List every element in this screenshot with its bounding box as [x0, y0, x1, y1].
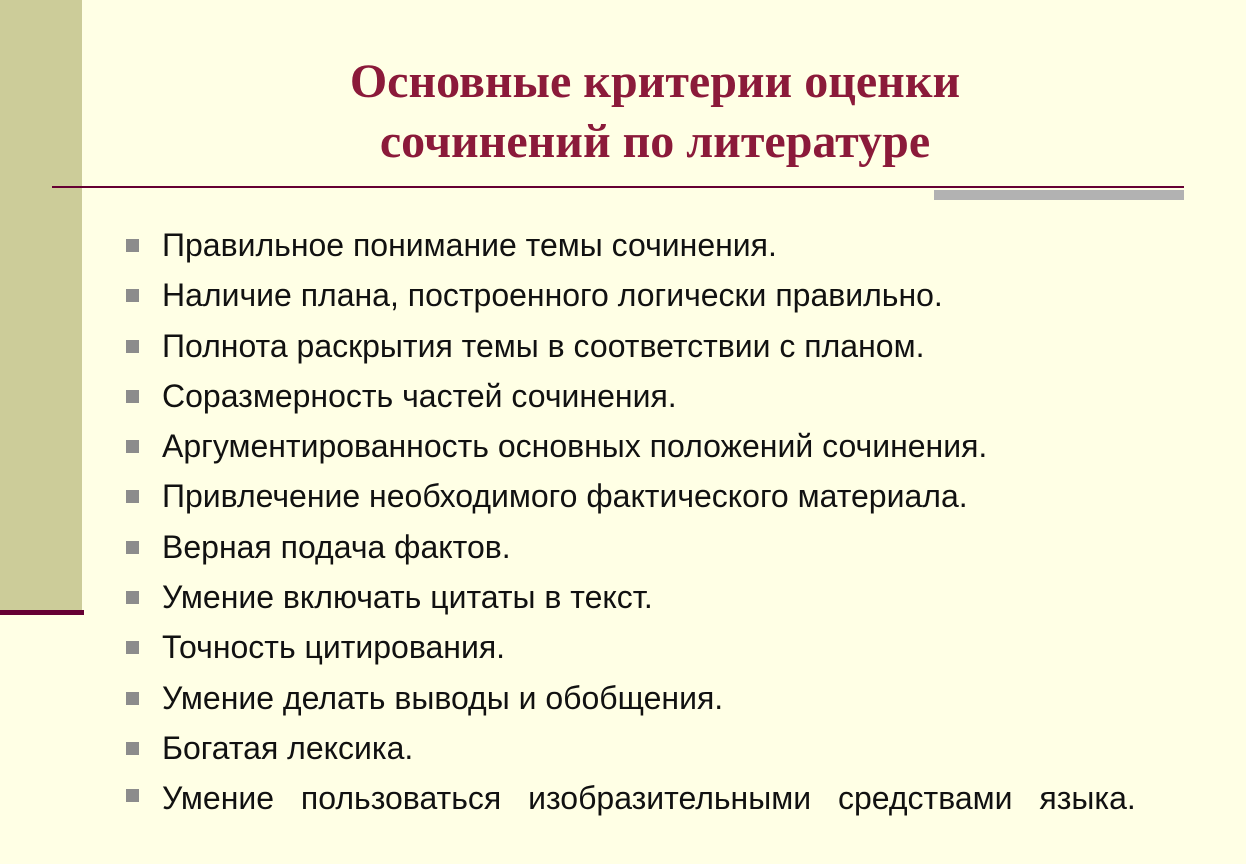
square-bullet-icon — [126, 239, 139, 252]
slide-title-line-1: Основные критерии оценки — [349, 55, 961, 108]
criteria-item-text: Умение включать цитаты в текст. — [162, 579, 653, 616]
square-bullet-icon — [126, 742, 139, 755]
square-bullet-icon — [126, 340, 139, 353]
criteria-item-text: Умение делать выводы и обобщения. — [162, 679, 724, 716]
left-decor-band — [0, 0, 82, 612]
square-bullet-icon — [126, 692, 139, 705]
criteria-list — [122, 220, 1218, 817]
criteria-item-text: Верная подача фактов. — [162, 528, 511, 565]
criteria-item — [122, 471, 1218, 521]
criteria-item-text: Точность цитирования. — [162, 629, 506, 666]
criteria-item-text: Соразмерность частей сочинения. — [162, 377, 677, 414]
criteria-item — [122, 220, 1218, 270]
criteria-item-text: Аргументированность основных положений сочинения. — [162, 428, 988, 465]
square-bullet-icon — [126, 591, 139, 604]
criteria-item-text: Наличие плана, построенного логически правильно. — [162, 277, 943, 314]
criteria-item — [122, 622, 1218, 672]
square-bullet-icon — [126, 789, 139, 802]
criteria-item-text: Правильное понимание темы сочинения. — [162, 227, 777, 263]
criteria-item-text: Умение пользоваться изобразительными средствами языка. — [162, 780, 1136, 817]
slide-title-line-2: сочинений по литературе — [379, 115, 931, 168]
criteria-item — [122, 673, 1218, 723]
criteria-item — [122, 522, 1218, 572]
criteria-item — [122, 723, 1218, 773]
criteria-item — [122, 371, 1218, 421]
square-bullet-icon — [126, 390, 139, 403]
title-divider-line — [52, 186, 1184, 188]
criteria-item — [122, 270, 1218, 320]
square-bullet-icon — [126, 490, 139, 503]
square-bullet-icon — [126, 541, 139, 554]
criteria-item — [122, 421, 1218, 471]
criteria-item — [122, 773, 1218, 817]
title-divider-bar — [934, 190, 1184, 200]
criteria-item-text: Привлечение необходимого фактического материала. — [162, 478, 968, 515]
left-band-accent-line — [0, 610, 84, 615]
criteria-item — [122, 572, 1218, 622]
criteria-item-text: Богатая лексика. — [162, 729, 414, 766]
square-bullet-icon — [126, 289, 139, 302]
criteria-item — [122, 321, 1218, 371]
criteria-item-text: Полнота раскрытия темы в соответствии с планом. — [162, 327, 925, 364]
square-bullet-icon — [126, 440, 139, 453]
slide-title — [110, 52, 1200, 172]
square-bullet-icon — [126, 641, 139, 654]
